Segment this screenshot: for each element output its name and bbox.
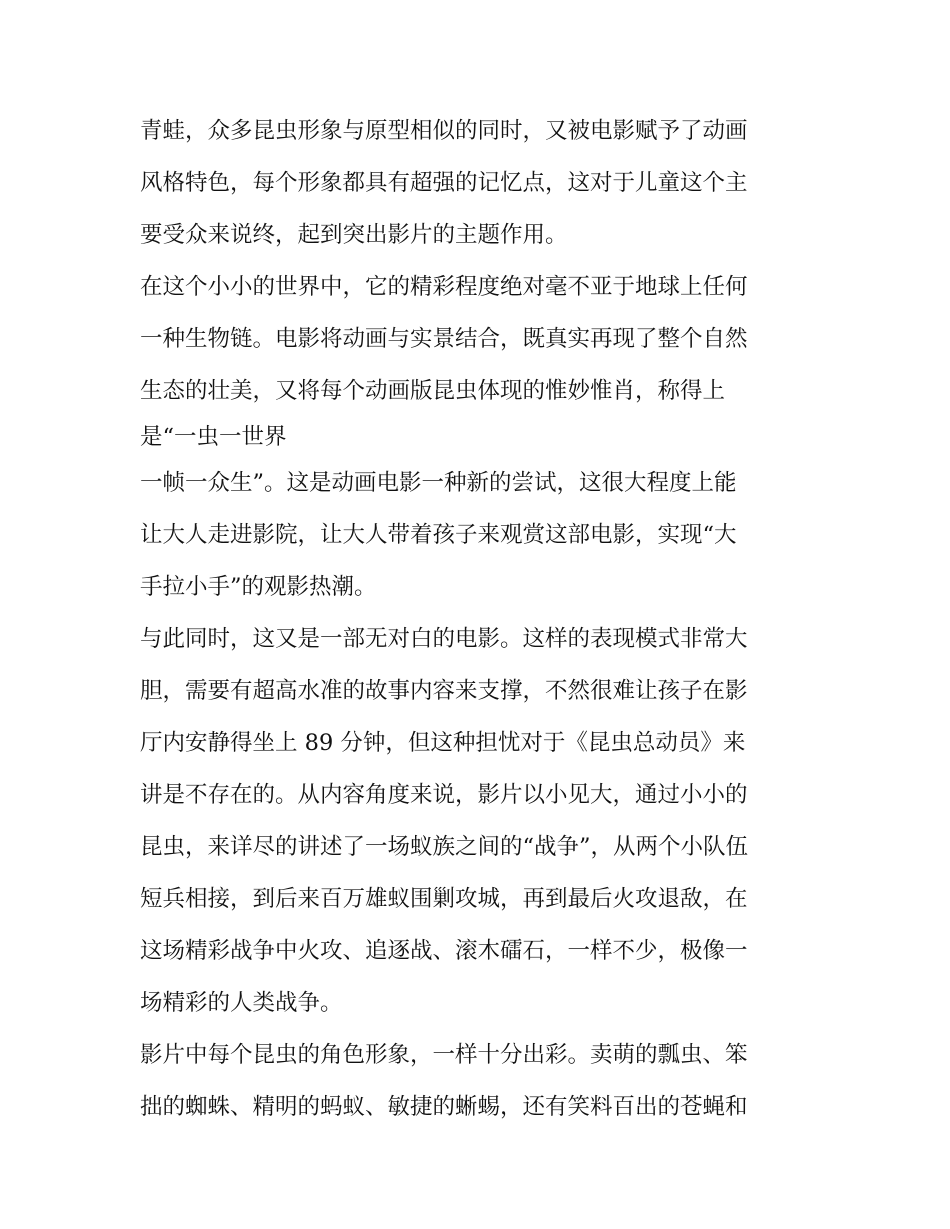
text-line: 短兵相接，到后来百万雄蚁围剿攻城，再到最后火攻退敌，在 [140,886,748,912]
text-line: 厅内安静得坐上 89 分钟，但这种担忧对于《昆虫总动员》来 [140,730,746,756]
text-line: 要受众来说终，起到突出影片的主题作用。 [140,222,568,248]
text-line: 场精彩的人类战争。 [140,990,343,1016]
text-line: 拙的蜘蛛、精明的蚂蚁、敏捷的蜥蜴，还有笑料百出的苍蝇和 [140,1094,748,1120]
text-line: 昆虫，来详尽的讲述了一场蚁族之间的“战争”，从两个小队伍 [140,834,749,860]
text-line: 是“一虫一世界 [140,424,287,450]
text-line: 一种生物链。电影将动画与实景结合，既真实再现了整个自然 [140,326,748,352]
text-line: 生态的壮美，又将每个动画版昆虫体现的惟妙惟肖，称得上 [140,378,726,404]
text-line: 风格特色，每个形象都具有超强的记忆点，这对于儿童这个主 [140,170,748,196]
body-text [140,105,820,1133]
text-line: 这场精彩战争中火攻、追逐战、滚木礌石，一样不少，极像一 [140,938,748,964]
text-line: 与此同时，这又是一部无对白的电影。这样的表现模式非常大 [140,626,748,652]
text-line: 讲是不存在的。从内容角度来说，影片以小见大，通过小小的 [140,782,748,808]
text-line: 影片中每个昆虫的角色形象，一样十分出彩。卖萌的瓢虫、笨 [140,1042,748,1068]
text-line: 在这个小小的世界中，它的精彩程度绝对毫不亚于地球上任何 [140,274,748,300]
text-line: 一帧一众生”。这是动画电影一种新的尝试，这很大程度上能 [140,470,737,496]
text-line: 让大人走进影院，让大人带着孩子来观赏这部电影，实现“大 [140,522,737,548]
text-line: 青蛙，众多昆虫形象与原型相似的同时，又被电影赋予了动画 [140,118,748,144]
text-line: 胆，需要有超高水准的故事内容来支撑，不然很难让孩子在影 [140,678,748,704]
text-line: 手拉小手”的观影热潮。 [140,574,377,600]
